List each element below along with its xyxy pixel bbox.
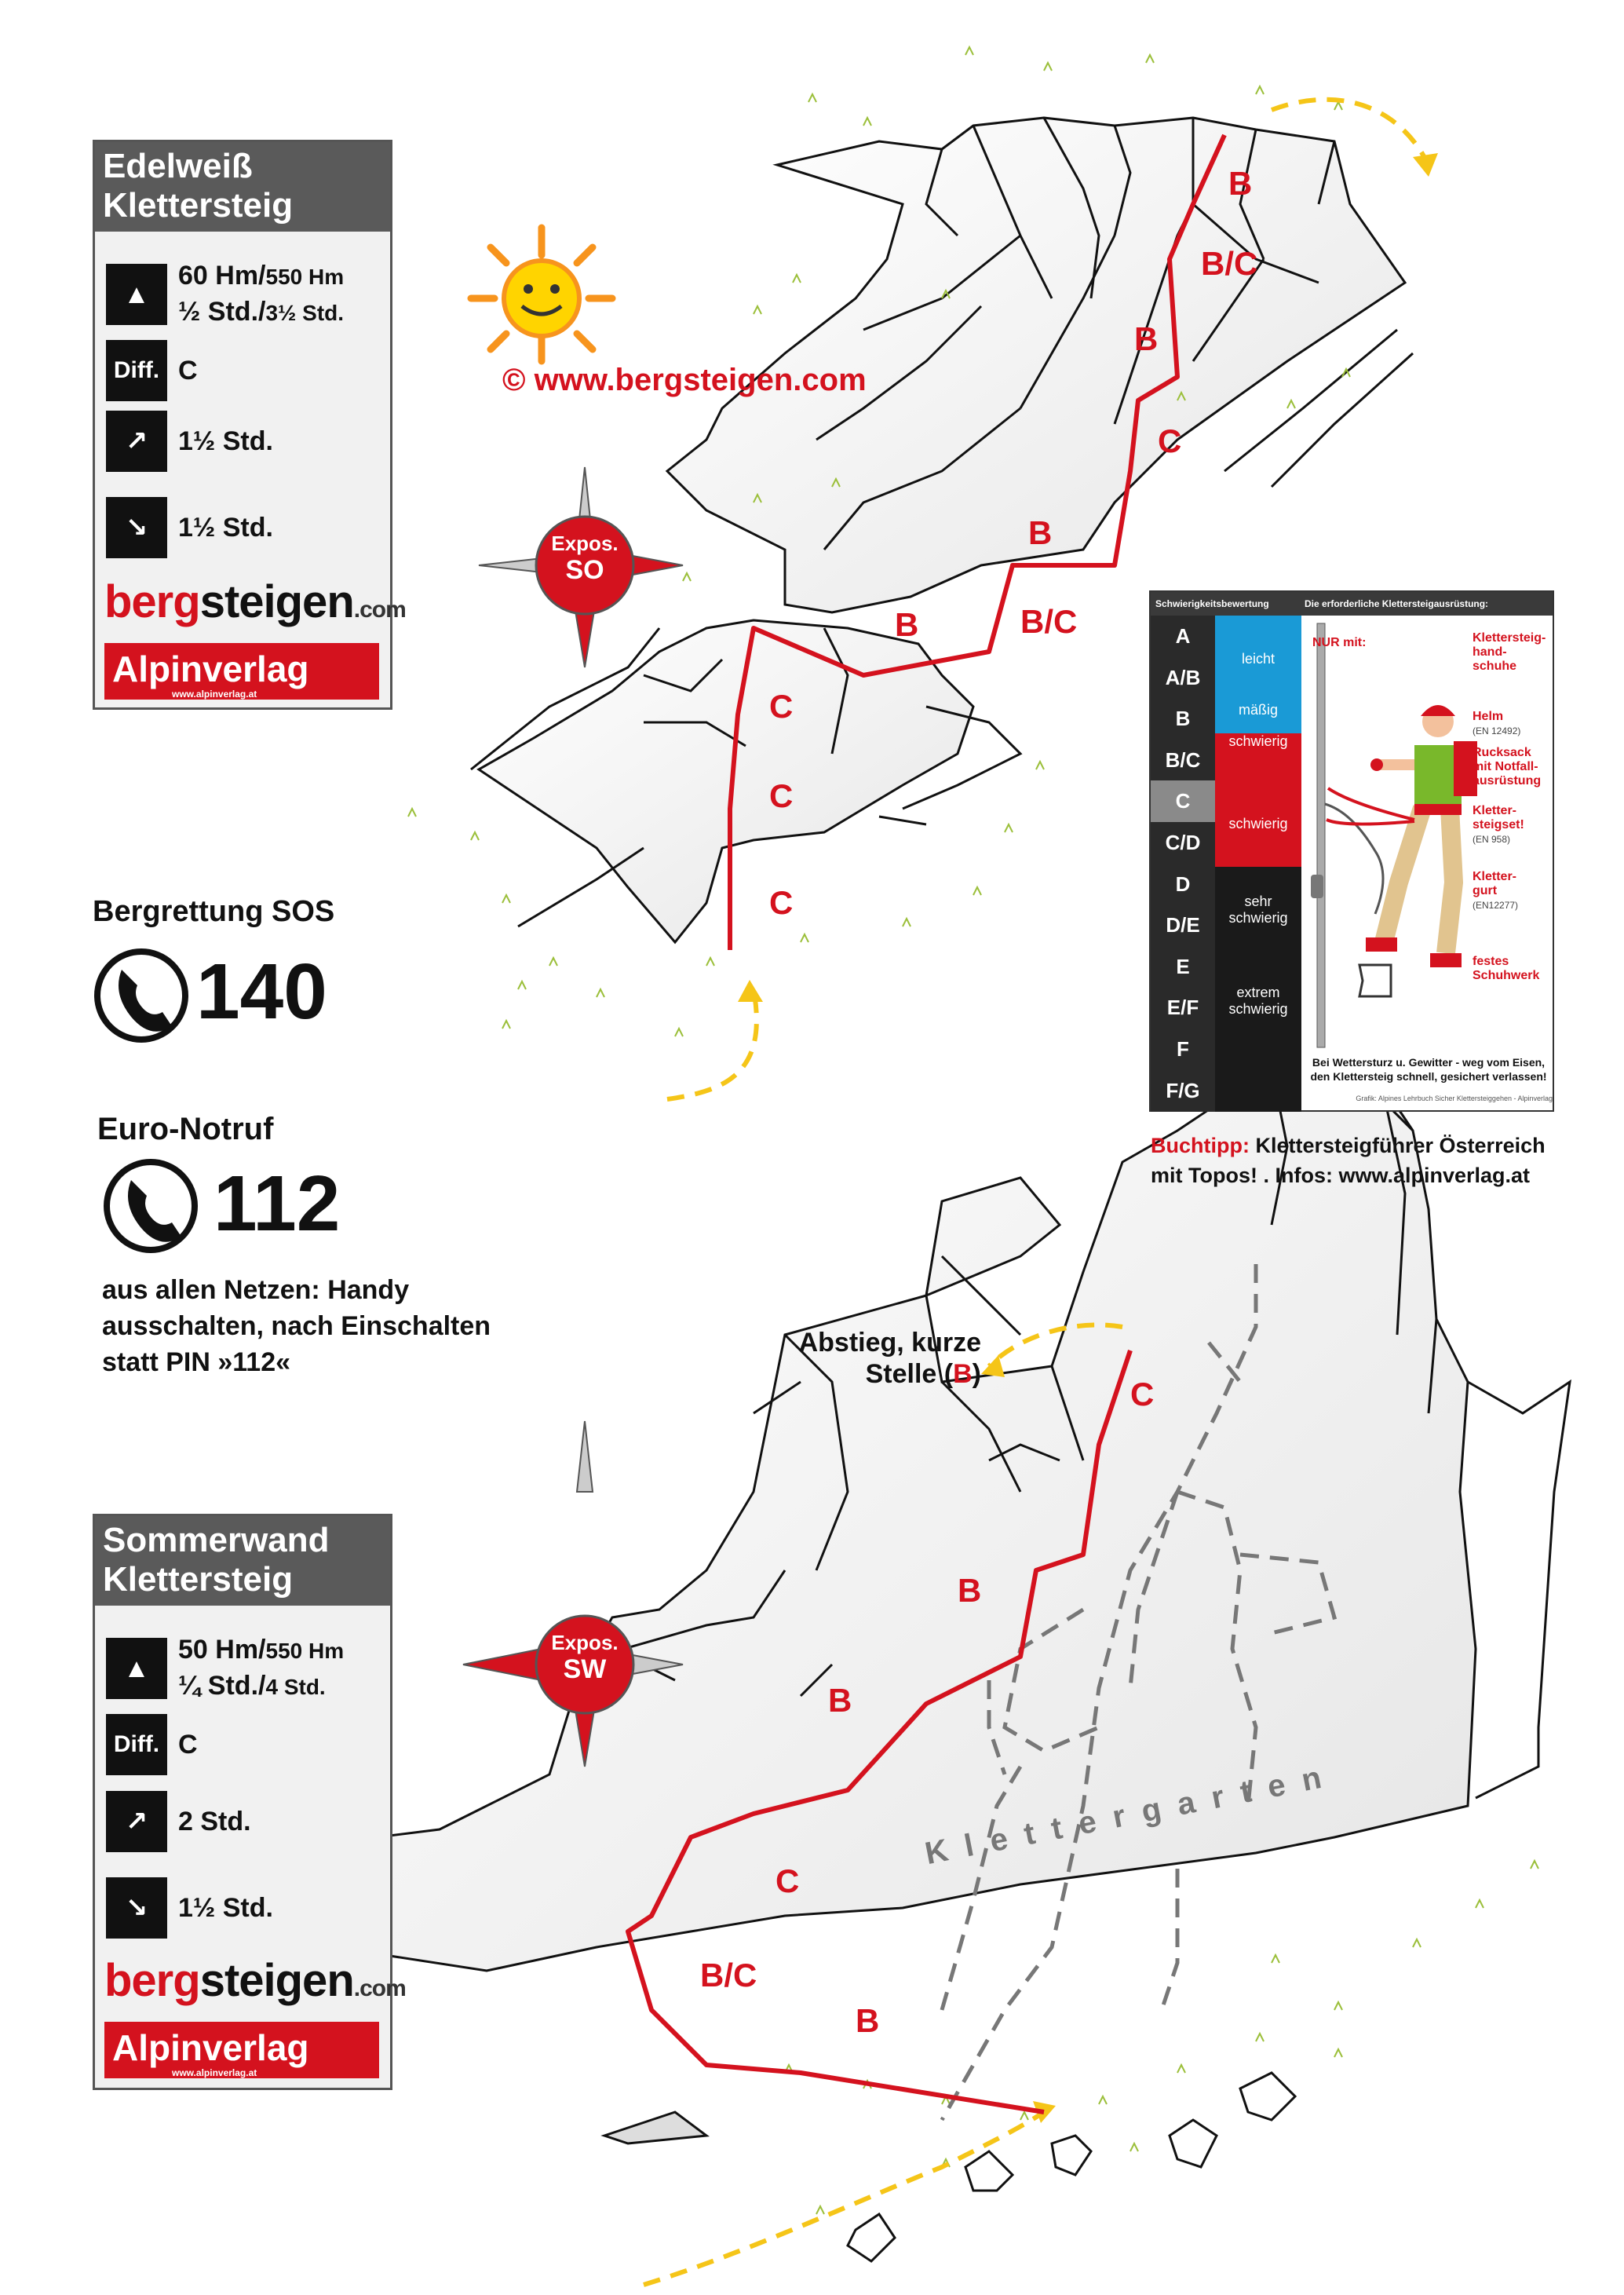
eq-klettersteigset: Kletter- steigset! (EN 958) xyxy=(1473,804,1524,845)
card-sommerwand-approach-row xyxy=(106,1791,251,1852)
sos-number: 140 xyxy=(196,948,327,1036)
grade-f: F xyxy=(1177,1036,1189,1061)
card-sommerwand xyxy=(93,1514,406,2090)
grade-e: E xyxy=(1176,954,1190,978)
route1-label-3: B xyxy=(1134,320,1159,357)
sos-title: Bergrettung SOS xyxy=(93,895,335,928)
descent-time: 1½ Std. xyxy=(178,1893,273,1923)
panel-header: Schwierigkeitsbewertung Die erforderliche Klettersteigausrüstung: xyxy=(1151,592,1553,616)
euro-number: 112 xyxy=(213,1160,341,1248)
climber-icon: ▲ xyxy=(106,1638,167,1699)
route2-label-5: B/C xyxy=(700,1957,757,1994)
hm-main: 60 Hm/ xyxy=(178,261,266,291)
brand-bergsteigen: bergsteigen.com xyxy=(104,576,406,627)
copyright-text: © www.bergsteigen.com xyxy=(502,363,867,397)
hiker-down-icon: ↘ xyxy=(106,497,167,558)
weather-warning: Bei Wettersturz u. Gewitter - weg vom Eisen, den Klettersteig schnell, gesichert verlassen! xyxy=(1310,1056,1547,1083)
card-sommerwand-title1: Sommerwand xyxy=(103,1521,330,1559)
route2-label-1: C xyxy=(1130,1376,1155,1412)
card-edelweiss-descent-row xyxy=(106,497,273,558)
route1-label-7: B/C xyxy=(1020,603,1078,640)
diff-badge: Diff. xyxy=(106,340,167,401)
card-sommerwand-diff-row xyxy=(106,1714,198,1775)
euro-note: aus allen Netzen: Handy ausschalten, nach Einschalten statt PIN »112« xyxy=(102,1275,491,1377)
route2-label-2: B xyxy=(958,1572,982,1609)
hiker-up-icon: ↗ xyxy=(106,1791,167,1852)
brand-alpinverlag: Alpinverlag www.alpinverlag.at xyxy=(104,2022,379,2078)
approach-time: 2 Std. xyxy=(178,1807,251,1836)
buchtipp-text1: Klettersteigführer Österreich xyxy=(1249,1134,1546,1157)
hm-sub: 550 Hm xyxy=(265,265,345,289)
eq-shoes: festes Schuhwerk xyxy=(1473,955,1540,982)
eq-gloves: Klettersteig- hand- schuhe xyxy=(1473,631,1546,673)
grade-d: D xyxy=(1175,872,1191,896)
nur-mit: NUR mit: xyxy=(1312,636,1367,649)
band-schwierig1: schwierig xyxy=(1215,733,1301,780)
hm-main: 50 Hm/ xyxy=(178,1635,266,1665)
diff-badge: Diff. xyxy=(106,1714,167,1775)
compass-sw-line1: Expos. xyxy=(551,1631,619,1654)
hiker-down-icon: ↘ xyxy=(106,1877,167,1939)
rock-slab xyxy=(604,2112,706,2143)
phone-icon-euro xyxy=(107,1162,195,1250)
route1-label-6: B xyxy=(895,606,919,643)
brand-bergsteigen: bergsteigen.com xyxy=(104,1955,406,2006)
card-sommerwand-header xyxy=(95,1516,390,1606)
card-sommerwand-descent-row xyxy=(106,1877,273,1939)
compass-so-line2: SO xyxy=(565,555,604,585)
card-sommerwand-height-row xyxy=(106,1632,344,1705)
grade-de: D/E xyxy=(1166,913,1200,937)
phone-icon-sos xyxy=(97,952,185,1040)
diff-value: C xyxy=(178,1730,198,1760)
route2-label-3: B xyxy=(828,1682,852,1719)
eq-harness: Kletter- gurt (EN12277) xyxy=(1473,870,1519,911)
time-sub: 3½ Std. xyxy=(265,301,345,325)
grade-ab: A/B xyxy=(1165,665,1201,689)
grade-bc: B/C xyxy=(1165,747,1201,772)
eq-helmet: Helm (EN 12492) xyxy=(1473,710,1521,736)
card-sommerwand-title2: Klettersteig xyxy=(103,1560,294,1599)
grade-a: A xyxy=(1175,624,1191,648)
route1-label-9: C xyxy=(769,777,794,814)
route1-label-10: C xyxy=(769,884,794,921)
eq-backpack: Rucksack mit Notfall- ausrüstung xyxy=(1473,746,1542,788)
band-extrem-schwierig: extrem schwierig xyxy=(1215,953,1301,1112)
compass-sw-label xyxy=(536,1632,633,1685)
route2-label-4: C xyxy=(776,1862,800,1899)
card-edelweiss-height-row xyxy=(106,258,344,331)
sun-icon xyxy=(471,228,612,361)
grade-scale xyxy=(1151,616,1215,1112)
grade-c: C xyxy=(1151,780,1215,822)
diff-value: C xyxy=(178,356,198,386)
grade-cd: C/D xyxy=(1165,830,1201,854)
card-edelweiss-title2: Klettersteig xyxy=(103,186,294,225)
buchtipp-text2: mit Topos! . Infos: www.alpinverlag.at xyxy=(1151,1164,1531,1187)
climber-icon: ▲ xyxy=(106,264,167,325)
difficulty-bands xyxy=(1215,616,1301,1112)
compass-so-line1: Expos. xyxy=(551,532,619,555)
grade-fg: F/G xyxy=(1166,1078,1200,1102)
difficulty-panel xyxy=(1149,590,1554,1112)
band-maessig: mäßig xyxy=(1215,702,1301,733)
route1-label-4: C xyxy=(1158,422,1182,459)
hm-sub: 550 Hm xyxy=(265,1639,345,1663)
route1-label-5: B xyxy=(1028,514,1053,551)
card-edelweiss xyxy=(93,140,406,710)
band-schwierig2: schwierig xyxy=(1215,780,1301,867)
time-main: ¼ Std./ xyxy=(178,1671,266,1701)
compass-sw-line2: SW xyxy=(563,1654,607,1684)
route1-label-8: C xyxy=(769,688,794,725)
route1-label-1: B xyxy=(1228,165,1253,202)
panel-credit: Grafik: Alpines Lehrbuch Sicher Klettersteiggehen - Alpinverlag xyxy=(1356,1095,1553,1102)
grade-ef: E/F xyxy=(1166,996,1199,1020)
buchtipp-label: Buchtipp: xyxy=(1151,1134,1250,1157)
band-sehr-schwierig: sehr schwierig xyxy=(1215,867,1301,953)
hiker-up-icon: ↗ xyxy=(106,411,167,472)
compass-so-label xyxy=(536,532,633,586)
card-edelweiss-header xyxy=(95,142,390,232)
euro-title: Euro-Notruf xyxy=(97,1112,274,1146)
descent-note: Abstieg, kurze Stelle (B) xyxy=(798,1328,981,1389)
boulders xyxy=(848,2073,1295,2261)
card-edelweiss-title1: Edelweiß xyxy=(103,147,253,185)
card-edelweiss-approach-row xyxy=(106,411,273,472)
klettergarten-label: Klettergarten xyxy=(922,1756,1341,1872)
buchtipp xyxy=(1151,1131,1546,1190)
grade-b: B xyxy=(1175,707,1191,731)
card-edelweiss-diff-row xyxy=(106,340,198,401)
approach-time: 1½ Std. xyxy=(178,426,273,456)
route1-label-2: B/C xyxy=(1201,245,1258,282)
route2-label-6: B xyxy=(856,2002,880,2039)
band-leicht: leicht xyxy=(1215,616,1301,702)
time-sub: 4 Std. xyxy=(265,1675,326,1699)
lower-rock-face xyxy=(377,966,1476,1971)
descent-time: 1½ Std. xyxy=(178,513,273,543)
time-main: ½ Std./ xyxy=(178,297,266,327)
brand-alpinverlag: Alpinverlag www.alpinverlag.at xyxy=(104,643,379,700)
